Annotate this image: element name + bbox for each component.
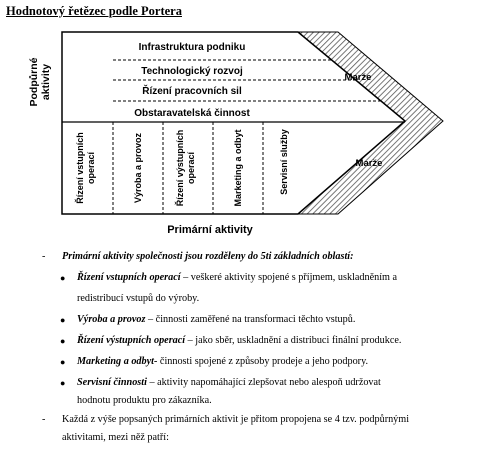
bullet-marker: ● [60,378,66,388]
bullet-term: Marketing a odbyt- [77,356,158,367]
primary-column-label: Marketing a odbyt [233,129,243,207]
bullet-item [77,355,368,368]
bullet-term: Výroba a provoz [77,314,146,325]
primary-column-label: operací [186,151,196,185]
bullet-desc: – veškeré aktivity spojené s příjmem, uskladněním a [180,272,398,283]
dash-marker: - [42,251,46,262]
support-row-label: Řízení pracovních sil [142,86,242,97]
bullet-desc: – aktivity napomáhající zlepšovat nebo alespoň udržovat [146,377,381,388]
closing-paragraph: Každá z výše popsaných primárních aktivit je přitom propojena se 4 tzv. podpůrnými [62,414,410,425]
margin-label: Marže [344,72,372,83]
closing-paragraph: aktivitami, mezi něž patří: [62,432,169,443]
bullet-marker: ● [60,336,66,346]
primary-column-label: Řízení výstupních [175,129,185,207]
primary-column-label: Výroba a provoz [133,132,143,204]
bullet-marker: ● [60,315,66,325]
primary-axis-label: Primární aktivity [167,224,253,236]
bullet-marker: ● [60,357,66,367]
bullet-item [77,334,401,347]
primary-column-label: Řízení vstupních [75,132,85,204]
support-axis-label: Podpůrné [28,57,40,107]
support-axis-label: aktivity [40,63,52,101]
primary-column-label: operací [86,151,96,185]
support-row-label: Infrastruktura podniku [138,42,246,53]
bullet-marker: ● [60,273,66,283]
intro-paragraph: Primární aktivity společnosti jsou rozděleny do 5ti základních oblastí: [62,251,354,262]
dash-marker: - [42,414,46,425]
bullet-term: Řízení vstupních operací [77,272,181,283]
heading: Hodnotový řetězec podle Portera [6,4,182,18]
support-row-label: Technologický rozvoj [141,66,243,77]
margin-label: Marže [355,158,383,169]
support-row-label: Obstaravatelská činnost [134,108,250,119]
primary-column-label: Servisní služby [279,129,289,195]
bullet-item [77,376,381,389]
bullet-item [77,313,355,326]
bullet-continuation: redistribucí vstupů do výroby. [77,293,200,304]
bullet-term: Servisní činnosti [77,377,147,388]
bullet-item [77,271,397,284]
bullet-term: Řízení výstupních operací [77,335,186,346]
bullet-continuation: hodnotu produktu pro zákazníka. [77,395,212,406]
bullet-desc: činnosti spojené z způsoby prodeje a jeho podpory. [157,356,369,367]
bullet-desc: – jako sběr, uskladnění a distribuci finální produkce. [185,335,402,346]
bullet-desc: – činnosti zaměřené na transformaci těchto vstupů. [145,314,356,325]
